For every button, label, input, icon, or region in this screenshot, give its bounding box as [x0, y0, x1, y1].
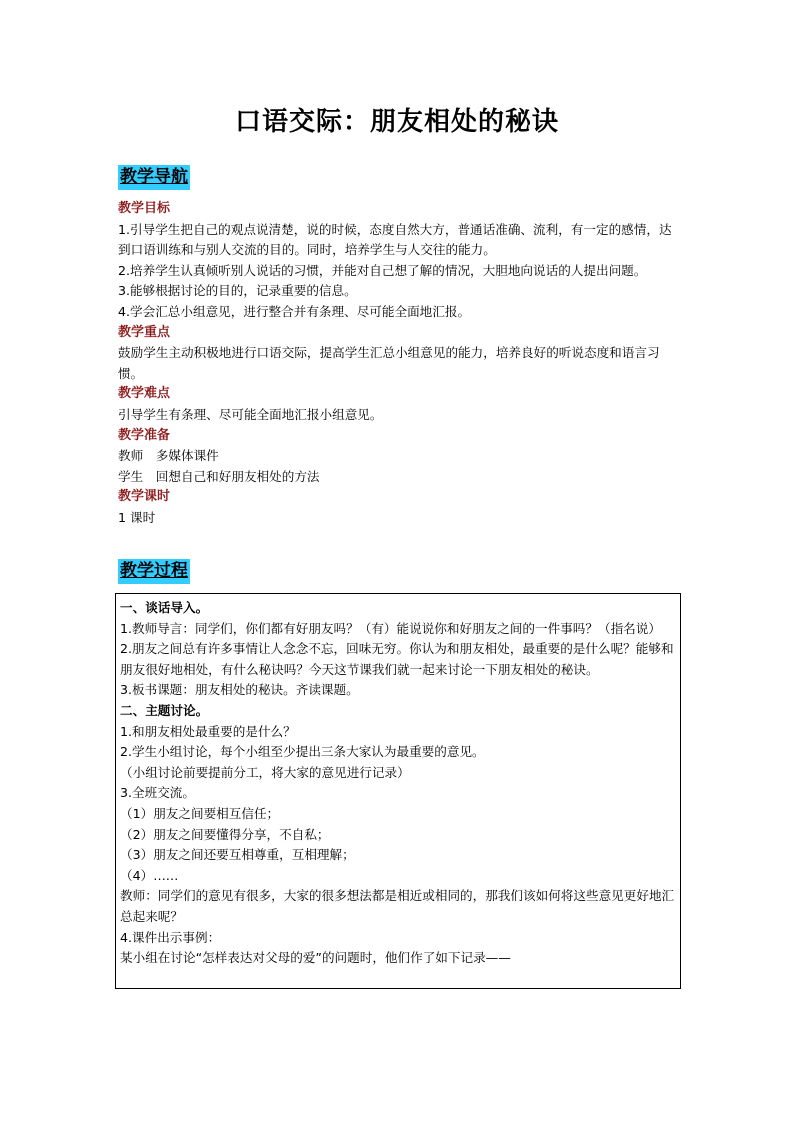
process-line: 2.朋友之间总有许多事情让人念念不忘，回味无穷。你认为和朋友相处，最重要的是什么呢？能够和朋友很好地相处，有什么秘诀吗？今天这节课我们就一起来讨论一下朋友相处的秘诀。: [120, 641, 674, 677]
process-line: （2）朋友之间要懂得分享，不自私；: [120, 826, 330, 842]
process-line: 1.教师导言：同学们，你们都有好朋友吗？（有）能说说你和好朋友之间的一件事吗？（指名说）: [120, 620, 661, 636]
process-line: 某小组在讨论“怎样表达对父母的爱”的问题时，他们作了如下记录——: [120, 950, 511, 966]
process-line: （4）……: [120, 867, 179, 883]
focus-text: 鼓励学生主动积极地进行口语交际，提高学生汇总小组意见的能力，培养良好的听说态度和语言习惯。: [118, 345, 660, 381]
prep-item: 教师 多媒体课件: [118, 448, 219, 464]
goal-item: 1.引导学生把自己的观点说清楚，说的时候，态度自然大方，普通话准确、流利，有一定的感情，达到口语训练和与别人交流的目的。同时，培养学生与人交往的能力。: [118, 221, 672, 258]
difficulty-text: 引导学生有条理、尽可能全面地汇报小组意见。: [118, 406, 383, 422]
hours-text: 1 课时: [118, 509, 156, 525]
process-line: 2.学生小组讨论，每个小组至少提出三条大家认为最重要的意见。: [120, 744, 485, 760]
nav-content: [118, 199, 683, 529]
process-line: （3）朋友之间还要互相尊重，互相理解；: [120, 847, 355, 863]
goal-item: 4.学会汇总小组意见，进行整合并有条理、尽可能全面地汇报。: [118, 303, 471, 319]
process-line: （1）朋友之间要相互信任；: [120, 805, 280, 821]
process-line: 3.板书课题：朋友相处的秘诀。齐读课题。: [120, 682, 359, 698]
section-heading-process: 教学过程: [118, 559, 190, 584]
prep-label: 教学准备: [118, 427, 171, 443]
difficulty-label: 教学难点: [118, 386, 171, 402]
process-line: （小组讨论前要提前分工，将大家的意见进行记录）: [120, 764, 410, 780]
process-line: 一、谈话导入。: [120, 600, 209, 615]
process-line: 二、主题讨论。: [120, 702, 209, 718]
page-title: 口语交际：朋友相处的秘诀: [234, 107, 559, 137]
hours-label: 教学课时: [118, 489, 171, 505]
goals-label: 教学目标: [118, 201, 171, 216]
process-line: 教师：同学们的意见有很多，大家的很多想法都是相近或相同的，那我们该如何将这些意见更好地汇总起来呢？: [120, 888, 675, 924]
process-line: 1.和朋友相处最重要的是什么？: [120, 723, 296, 739]
goal-item: 2.培养学生认真倾听别人说话的习惯，并能对自己想了解的情况，大胆地向说话的人提出问题。: [118, 262, 647, 278]
process-line: 4.课件出示事例：: [120, 929, 221, 945]
process-box: [115, 593, 681, 989]
prep-item: 学生 回想自己和好朋友相处的方法: [118, 468, 320, 484]
focus-label: 教学重点: [118, 324, 171, 340]
goal-item: 3.能够根据讨论的目的，记录重要的信息。: [118, 283, 357, 299]
process-line: 3.全班交流。: [120, 785, 195, 801]
section-heading-nav: 教学导航: [118, 165, 190, 190]
